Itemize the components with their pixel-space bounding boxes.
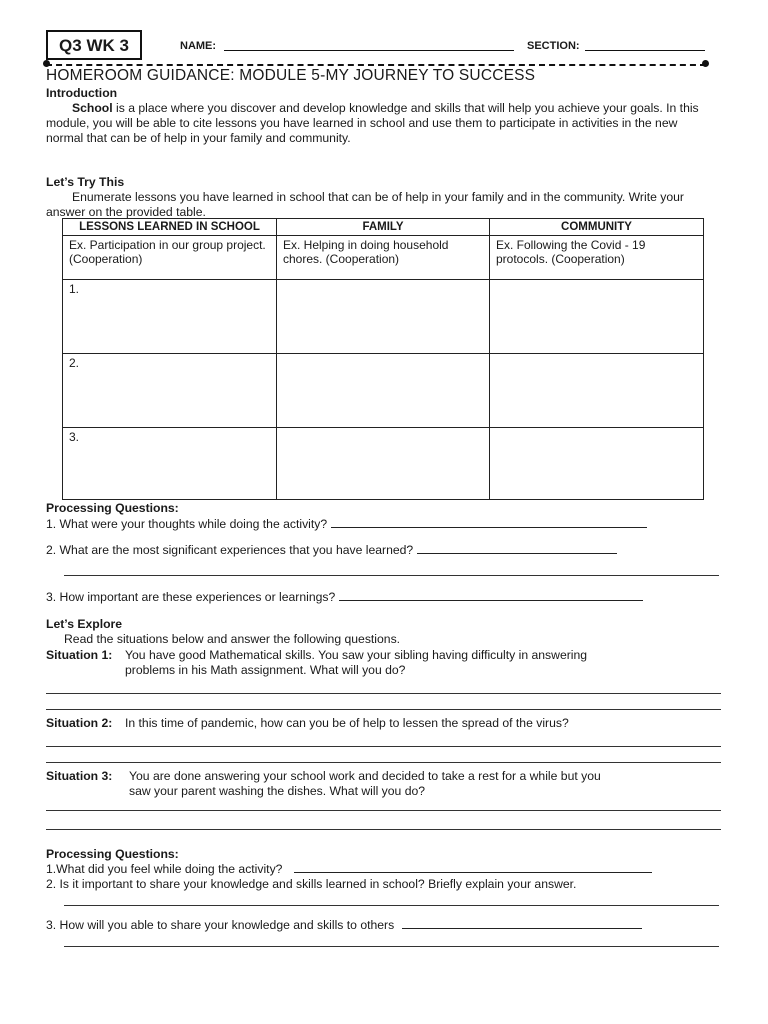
name-field[interactable]: [224, 50, 514, 51]
situation-1-text: You have good Mathematical skills. You saw your sibling having difficulty in answering: [125, 648, 588, 662]
lets-explore-instruction: Read the situations below and answer the following questions.: [64, 632, 401, 646]
example-community-cell: Ex. Following the Covid - 19 protocols. (Cooperation): [490, 236, 704, 280]
answer-line[interactable]: [46, 829, 721, 830]
question-text: 1.What did you feel while doing the activity?: [46, 862, 283, 876]
answer-cell-family-1[interactable]: [277, 280, 490, 354]
answer-line[interactable]: [331, 516, 647, 528]
answer-cell-community-1[interactable]: [490, 280, 704, 354]
situation-1-text-cont: problems in his Math assignment. What will you do?: [125, 663, 406, 677]
processing2-question-3: [46, 917, 642, 933]
answer-cell-lesson-2[interactable]: 2.: [63, 354, 277, 428]
processing2-question-2: 2. Is it important to share your knowledge and skills learned in school? Briefly explain your answer.: [46, 877, 577, 891]
answer-cell-lesson-3[interactable]: 3.: [63, 428, 277, 500]
example-family-cell: Ex. Helping in doing household chores. (Cooperation): [277, 236, 490, 280]
column-header-lessons: LESSONS LEARNED IN SCHOOL: [63, 219, 277, 236]
processing2-question-1: [46, 861, 652, 877]
module-title: HOMEROOM GUIDANCE: MODULE 5-MY JOURNEY TO SUCCESS: [46, 67, 536, 84]
week-tag: Q3 WK 3: [46, 30, 142, 60]
answer-cell-community-2[interactable]: [490, 354, 704, 428]
table-row: [63, 428, 704, 500]
processing-questions-heading-2: Processing Questions:: [46, 847, 179, 861]
introduction-heading: Introduction: [46, 86, 118, 100]
example-lesson-cell: Ex. Participation in our group project. (Cooperation): [63, 236, 277, 280]
table-row: [63, 354, 704, 428]
lets-try-this-heading: Let’s Try This: [46, 175, 125, 189]
processing-question-3: [46, 589, 643, 605]
situation-2-label: Situation 2:: [46, 716, 113, 730]
header-divider: [46, 64, 706, 66]
answer-line[interactable]: [64, 946, 719, 947]
table-header-row: [63, 219, 704, 236]
answer-line[interactable]: [417, 542, 617, 554]
lets-try-this-instruction: Enumerate lessons you have learned in school that can be of help in your family and in the community. Write your answer on the provided table.: [46, 190, 684, 219]
answer-line[interactable]: [46, 693, 721, 694]
question-text: 2. What are the most significant experiences that you have learned?: [46, 543, 414, 557]
processing-questions-heading: Processing Questions:: [46, 501, 179, 515]
introduction-paragraph: [46, 101, 706, 146]
processing-question-1: [46, 516, 647, 532]
introduction-text: is a place where you discover and develop knowledge and skills that will help you achieve your goals. In this module, you will be able to cite lessons you have learned in school and use them to participate in activities in the new normal that can be of help in your family and community.: [46, 101, 699, 145]
situation-1-label: Situation 1:: [46, 648, 113, 662]
answer-line[interactable]: [294, 861, 652, 873]
answer-line[interactable]: [64, 575, 719, 576]
lead-word: School: [72, 101, 113, 115]
section-field[interactable]: [585, 50, 705, 51]
lessons-table: [62, 218, 704, 500]
column-header-community: COMMUNITY: [490, 219, 704, 236]
question-text: 3. How will you able to share your knowledge and skills to others: [46, 918, 395, 932]
column-header-family: FAMILY: [277, 219, 490, 236]
answer-line[interactable]: [46, 709, 721, 710]
answer-cell-lesson-1[interactable]: 1.: [63, 280, 277, 354]
lets-explore-heading: Let’s Explore: [46, 617, 123, 631]
processing-question-2: [46, 542, 617, 558]
answer-line[interactable]: [46, 810, 721, 811]
answer-cell-community-3[interactable]: [490, 428, 704, 500]
rule-end-dot: [702, 60, 709, 67]
situation-2-text: In this time of pandemic, how can you be of help to lessen the spread of the virus?: [125, 716, 569, 730]
answer-cell-family-3[interactable]: [277, 428, 490, 500]
question-text: 1. What were your thoughts while doing the activity?: [46, 517, 328, 531]
answer-line[interactable]: [46, 762, 721, 763]
answer-cell-family-2[interactable]: [277, 354, 490, 428]
answer-line[interactable]: [46, 746, 721, 747]
table-row: [63, 280, 704, 354]
answer-line[interactable]: [64, 905, 719, 906]
name-label: NAME:: [180, 40, 217, 52]
section-label: SECTION:: [527, 40, 580, 52]
situation-3-text-cont: saw your parent washing the dishes. What will you do?: [129, 784, 426, 798]
question-text: 3. How important are these experiences or learnings?: [46, 590, 336, 604]
answer-line[interactable]: [339, 589, 643, 601]
situation-3-label: Situation 3:: [46, 769, 113, 783]
table-row-example: [63, 236, 704, 280]
answer-line[interactable]: [402, 917, 642, 929]
situation-3-text: You are done answering your school work and decided to take a rest for a while but you: [129, 769, 601, 783]
